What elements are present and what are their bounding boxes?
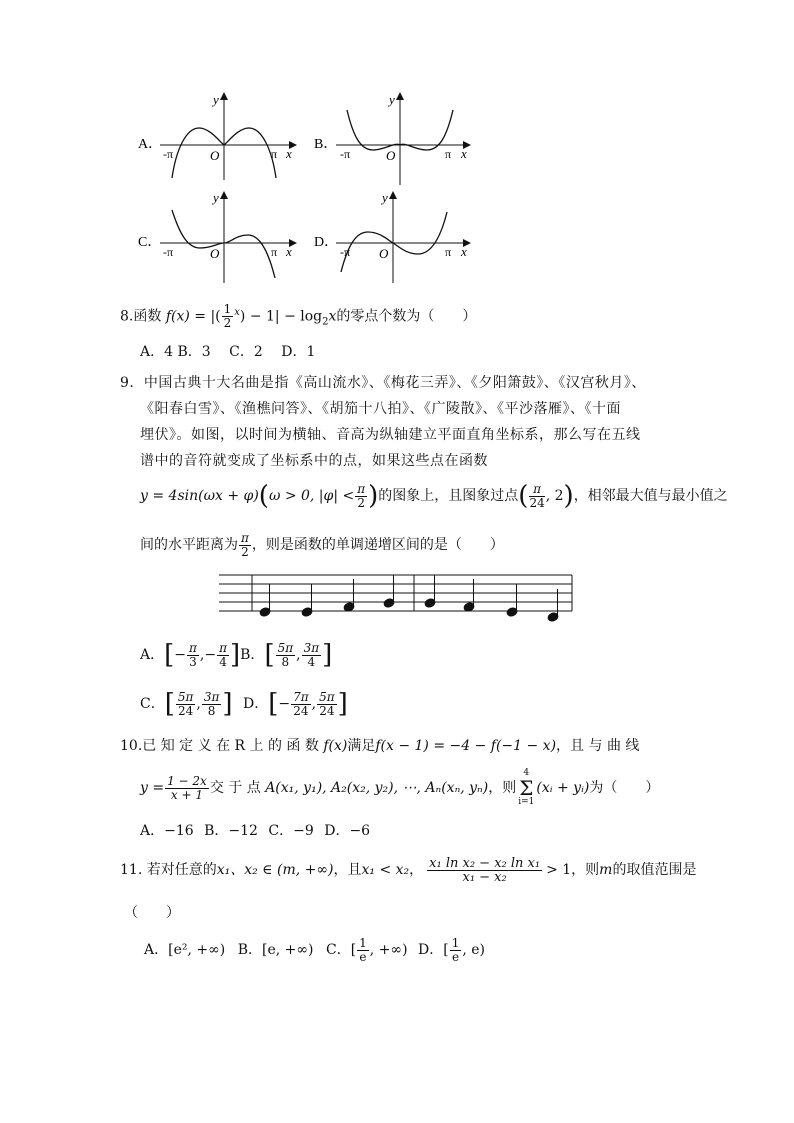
notes xyxy=(259,575,559,622)
q9-mid: 的图象上，且图象过点 xyxy=(378,488,519,504)
axis-y-label: y xyxy=(213,190,219,205)
q10-option-d[interactable]: D．−6 xyxy=(324,823,371,839)
q9-cond: ω > 0, |φ| < xyxy=(268,488,355,504)
q9-after: ，相邻最大值与最小值之 xyxy=(573,488,728,504)
q11-option-c[interactable]: C．[ $\frac{1}{e}$ , +∞) xyxy=(325,935,408,964)
axis-y-label: y xyxy=(389,92,395,107)
q11-paren: （ ） xyxy=(124,905,180,921)
q9-line3: 埋伏》。如图，以时间为横轴、音高为纵轴建立平面直角坐标系，那么写在五线 xyxy=(140,427,641,443)
q9-line4: 谱中的音符就变成了坐标系中的点，如果这些点在函数 xyxy=(140,453,488,469)
curve-d xyxy=(341,212,447,272)
axis-y-label: y xyxy=(382,190,388,205)
graph-d xyxy=(314,190,470,283)
q8-func: f(x) xyxy=(165,308,190,325)
graph-a-label: A． xyxy=(138,137,163,152)
graph-c-label: C． xyxy=(138,235,162,250)
q8-number: 8. xyxy=(120,308,134,325)
q9-point-y: , 2 xyxy=(545,488,564,504)
q10-option-c[interactable]: C．−9 xyxy=(268,823,314,839)
pi-label: π xyxy=(445,245,452,259)
origin-label: O xyxy=(379,246,389,261)
q9-line6: 间的水平距离为 $\frac{\pi}{2}$ ，则是函数的单调递增区间的是（ ） xyxy=(140,530,504,559)
pi-label: π xyxy=(271,147,278,161)
q8-eq: = |( xyxy=(194,308,221,325)
neg-pi-label: -π xyxy=(163,147,174,161)
q9-line2: 《阳春白雪》、《渔樵问答》、《胡笳十八拍》、《广陵散》、《平沙落雁》、《十面 xyxy=(140,401,621,417)
q9-point-x: $\frac{\pi}{24}$ xyxy=(529,481,545,510)
q10-line2: y = $\frac{1 - 2x}{x + 1}$ 交 于 点 A(x₁, y₁), A₂(x₂, y₂), ⋯, Aₙ(xₙ, yₙ)，则 4 Σ i=1 (xᵢ + yᵢ)为（ ） xyxy=(140,768,660,807)
axis-y-label: y xyxy=(213,92,219,107)
axis-x-label: x xyxy=(461,244,467,259)
q8-option-d[interactable]: D．1 xyxy=(281,344,316,360)
q10-curve-fraction: $\frac{1 - 2x}{x + 1}$ xyxy=(167,773,207,802)
q11-option-b[interactable]: B．[e, +∞) xyxy=(237,942,314,958)
q10-points: A(x₁, y₁), A₂(x₂, y₂), ⋯, Aₙ(xₙ, yₙ) xyxy=(265,780,489,796)
q8-rest: ) − 1| − log xyxy=(239,308,323,325)
q8-var: x xyxy=(328,308,337,325)
question-8 xyxy=(120,302,476,333)
q11-option-d[interactable]: D．[ $\frac{1}{e}$ , e) xyxy=(418,935,486,964)
origin-label: O xyxy=(210,148,220,163)
neg-pi-label: -π xyxy=(340,245,351,259)
graph-b xyxy=(314,92,470,185)
q8-base: 2 xyxy=(322,316,329,328)
music-staff xyxy=(0,570,794,630)
q9-func: y = 4sin(ωx + φ) xyxy=(140,488,259,504)
q10-option-a[interactable]: A．−16 xyxy=(140,823,194,839)
q9-option-b[interactable]: B．[ $\frac{5\pi}{8}$ , $\frac{3\pi}{4}$ ] xyxy=(240,640,333,670)
pi-label: π xyxy=(445,147,452,161)
q8-lead: 函数 xyxy=(133,308,162,325)
q9-option-a[interactable]: A．[− $\frac{\pi}{3}$ ,− $\frac{\pi}{4}$ ] xyxy=(140,640,241,670)
neg-pi-label: -π xyxy=(340,147,351,161)
q11-options xyxy=(144,932,485,968)
graph-d-label: D． xyxy=(314,235,339,250)
q9-options-cd xyxy=(140,686,348,722)
q10-option-b[interactable]: B．−12 xyxy=(204,823,258,839)
q8-options xyxy=(140,341,315,361)
q8-option-b[interactable]: B．3 xyxy=(177,344,211,360)
graph-c xyxy=(138,190,296,283)
pi-label: π xyxy=(271,245,278,259)
graph-a xyxy=(138,92,296,180)
graph-options xyxy=(0,0,794,300)
q10-options xyxy=(140,820,370,840)
q9-function-line: y = 4sin(ωx + φ)(ω > 0, |φ| < $\frac{\pi}{2}$ )的图象上，且图象过点( $\frac{\pi}{24}$ , 2)，相邻最大值与最小值之 xyxy=(140,481,728,511)
q8-half: $\frac{1}{2}$ xyxy=(223,302,232,331)
q11-fraction: $\frac{\text{x₁ ln x₂ − x₂ ln x₁}}{\text{x₁ − x₂}}$ xyxy=(429,855,541,885)
neg-pi-label: -π xyxy=(163,245,174,259)
q8-exp: x xyxy=(234,307,240,318)
axis-x-label: x xyxy=(286,244,292,259)
q9-option-c[interactable]: C．[ $\frac{5\pi}{24}$ , $\frac{3\pi}{8}$ ] xyxy=(140,689,233,719)
q8-option-c[interactable]: C．2 xyxy=(229,344,263,360)
q9-line1: 9．中国古典十大名曲是指《高山流水》、《梅花三弄》、《夕阳箫鼓》、《汉宫秋月》、 xyxy=(120,375,646,391)
axis-x-label: x xyxy=(461,146,467,161)
q8-tail: 的零点个数为（ ） xyxy=(336,308,477,325)
q11-line1: 11. 若对任意的x₁、x₂ ∈ (m, +∞)，且x₁ < x₂， $\frac{\text{x₁ ln x₂ − x₂ ln x₁}}{\text{x₁ − x₂}}$ > 1，则m的取值范围是 xyxy=(120,855,697,885)
q9-options-ab xyxy=(140,637,332,673)
q9-dist: $\frac{\pi}{2}$ xyxy=(241,530,249,559)
q10-line1: 10.已 知 定 义 在 R 上 的 函 数 f(x)满足f(x − 1) = −4 − f(−1 − x)，且 与 曲 线 xyxy=(120,738,640,754)
origin-label: O xyxy=(386,148,396,163)
origin-label: O xyxy=(210,246,220,261)
axis-x-label: x xyxy=(286,146,292,161)
q10-sum: 4 Σ i=1 xyxy=(518,768,535,807)
q8-option-a[interactable]: A．4 xyxy=(140,344,174,360)
q9-option-d[interactable]: D．[− $\frac{7\pi}{24}$ , $\frac{5\pi}{24}$ ] xyxy=(243,689,348,719)
q11-option-a[interactable]: A．[e², +∞) xyxy=(144,942,226,958)
graph-b-label: B． xyxy=(314,137,338,152)
